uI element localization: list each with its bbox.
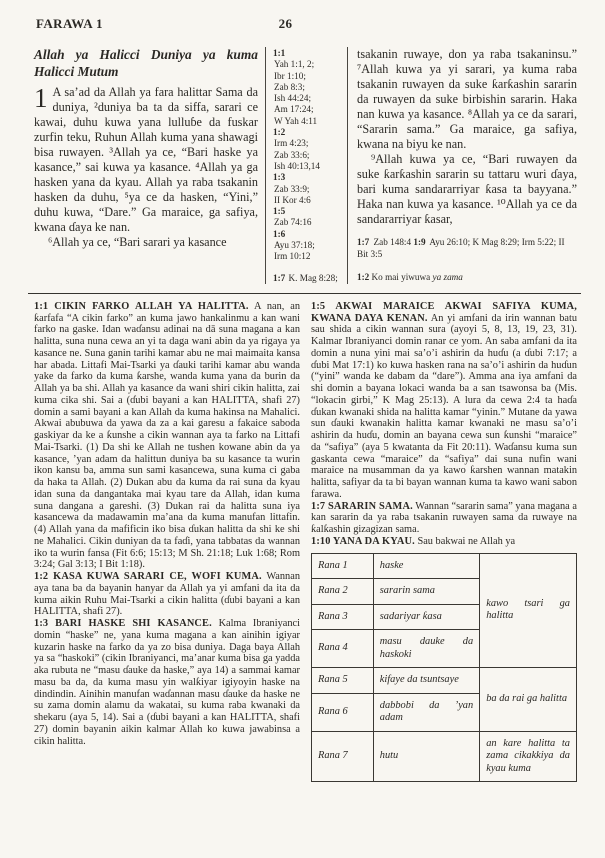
- cross-reference-line: [273, 195, 345, 206]
- day-cell: Rana 2: [312, 579, 374, 605]
- footnote-verse: 1:9: [413, 237, 426, 247]
- section-divider: [28, 293, 581, 294]
- reference-text: Zab 33:6;: [274, 149, 310, 160]
- running-head: FARAWA 1: [36, 16, 103, 31]
- reference-text: II Kor 4:6: [274, 194, 311, 205]
- cross-reference-line: [273, 59, 345, 70]
- scripture-left-column: [34, 47, 258, 284]
- day-cell: Rana 1: [312, 553, 374, 579]
- footnote-verse: 1:2: [357, 272, 370, 282]
- cross-reference-line: [273, 138, 345, 149]
- footnote-text: Ko mai yiwuwa: [369, 272, 433, 282]
- group-cell: kawo tsari ga halitta: [480, 553, 577, 668]
- cross-reference-line: [273, 273, 345, 284]
- cross-reference-line: [273, 93, 345, 104]
- work-cell: haske: [373, 553, 479, 579]
- scripture-section: [34, 47, 577, 284]
- group-cell: an kare halitta ta zama cikakkiya da kyau kuma: [480, 731, 577, 782]
- commentary-left-column: [34, 301, 300, 782]
- note-body: Wannan “sararin sama” yana magana a kan sararin da ya raba tsakanin ruwayen sama da ruwaye na ƙalƙashin gizagizan sama.: [311, 500, 578, 536]
- reference-verse: 1:6: [273, 228, 286, 239]
- cross-reference-line: [273, 184, 345, 195]
- cross-reference-line: [273, 127, 345, 138]
- cross-reference-line: [273, 150, 345, 161]
- day-cell: Rana 4: [312, 630, 374, 668]
- day-cell: Rana 5: [312, 668, 374, 694]
- cross-reference-line: [273, 116, 345, 127]
- day-cell: Rana 7: [312, 731, 374, 782]
- commentary-right-column: [311, 301, 577, 782]
- footnote-text: Ayu 26:10; K Mag 8:29; Irm 5:22; II Bit 3:5: [357, 237, 565, 259]
- cross-reference-line: [273, 161, 345, 172]
- verse-paragraph: ⁶Allah ya ce, “Bari sarari ya kasance: [48, 235, 227, 249]
- note-heading: 1:2 KASA KUWA SARARI CE, WOFI KUMA.: [34, 571, 262, 583]
- footnote-italic-text: ya zama: [432, 272, 463, 282]
- commentary-note: [34, 301, 300, 571]
- note-body: A nan, an ƙarfafa “A cikin farko” an kuma jawo hankalinmu a kan wani farko na gaske. Idan waɗansu adinai na dā suna magana a kan halitta, suna nuna cewa an yi ta daga wani abin da ya rigaya ya kasance ne. Suna ganin tarihi kamar abu ne mai maimaita kansa har abada. Littafi Mai-Tsarki ya ɗauki tarihi kamar abu wanda yake da farko da kuma ƙarshe, wanda kuma yana da burin da Allah ya ba shi. Allah ya kasance da wani shiri cikin halitta, zai kuma cika shi. Sai a (ɗubi bayani a kan HALITTA, shafi 27) domin a sami bayani a kan Allah da kuma hakinsa na Mahalici. Akwai abubuwa da yawa da za a kai garesu a fakaice saboda gaskiyar da ke a ƙunshe a cikin wannan aya ta farko na Littafi Mai-Tsarki. (1) Da shi ke Allah ne tushen kowane abin da ya kasance, ’yan adam da halittun duniya ba su kasance ta wurin ikon kansu ba, amma sun sami kasancewa, suna kuma ci gaba da haka ta Allah. (2) Dukan abu da kuma da rai suna da kyau idan suna da dangantaka mai kyau tare da Allah, idan kuma suna dangana a gareshi. (3) Dukan rai da halitta suna iya kasancewa da madawamin ma’ana da kuma manufan littafin. (4) Allah yana da mafificin iko bisa ɗukan halitta da shi ke shi ne Mahalici. Cikin duniyan da ta faɗi, yana tabbatas da wannan iko ta wurin fansa (Fit 6:6; 15:13; M Sh. 21:18; Luk 1:68; Rom 3:24; Gal 3:13; I Bit 1:18).: [34, 300, 301, 571]
- table-row: [312, 668, 577, 694]
- section-title: Allah ya Halicci Duniya ya kuma Halicci Mutum: [34, 47, 258, 79]
- footnote-reference-segment: [357, 237, 413, 247]
- reference-text: W Yah 4:11: [274, 115, 318, 126]
- creation-days-table: [311, 553, 577, 783]
- page-header: [34, 16, 577, 34]
- cross-reference-line: [273, 104, 345, 115]
- note-body: An yi amfani da irin wannan batu sau shida a cikin wannan sura (ayoyi 5, 8, 13, 19, 23, 31). Kalmar Ibraniyanci domin ranar ce yom. An saba amfani da ita domin a nuna yini mai sa’o’i ashirin da huɗu (a ɗubi 7:17; a ɗubi Mat 17:1) ko kuwa hasken rana na sa’o’i ashirin da huɗun (“yini” wanda ke dabam da “dare”). Amma ana iya amfani da shi domin a bayana lokaci wanda ba a san tsawonsa ba (Mis. “lokacin girbi,” K Mag 25:13). A lura da cewa 2:4 ta haɗa ɗukan kwanaki shida na halitta kamar “yinin.” Mutane da yawa sun ɗauki kwanakin halitta kamar kwanaki ne masu sa’o’i ashirin da huɗu, domin an bayana cewa sun ƙunshi “maraice” da “safiya” (aya 5 kwatanta da Fit 20:11). Waɗansu kuma sun gaskanta cewa “maraice” da “safiya” dai suna nufin wani maraice na musamman da ya kawo ƙarshen wannan matakin halitta, safiyar da ta bi bayan wannan kuma ta kawo wani sabon farawa.: [311, 312, 578, 500]
- table-row: [312, 553, 577, 579]
- commentary-note: [34, 571, 300, 618]
- reference-text: Zab 74:16: [274, 217, 312, 228]
- cross-reference-line: [273, 240, 345, 251]
- work-cell: hutu: [373, 731, 479, 782]
- verse-paragraph: ⁹Allah kuwa ya ce, “Bari ruwayen da suke ƙarƙashin sararin su tattaru wuri ɗaya, bari kuma sandararriyar ƙasa ta bayyana.” Haka nan kuwa ya kasance. ¹⁰Allah ya ce da sandararriyar ƙasar,: [357, 152, 577, 226]
- footnote-text: Zab 148:4: [371, 237, 414, 247]
- note-heading: 1:3 BARI HASKE SHI KASANCE.: [34, 618, 212, 630]
- reference-text: Yah 1:1, 2;: [274, 59, 315, 70]
- cross-reference-line: [273, 172, 345, 183]
- reference-text: Zab 33:9;: [274, 183, 310, 194]
- reference-verse: 1:7: [273, 272, 286, 283]
- reference-text: Irm 4:23;: [274, 138, 309, 149]
- commentary-note: [311, 536, 577, 548]
- day-cell: Rana 6: [312, 693, 374, 731]
- translator-footnote: [357, 272, 577, 284]
- day-cell: Rana 3: [312, 604, 374, 630]
- reference-text: Ish 40:13,14: [274, 160, 320, 171]
- cross-reference-line: [273, 251, 345, 262]
- reference-text: Zab 8:3;: [274, 81, 305, 92]
- cross-reference-line: [273, 229, 345, 240]
- chapter-number: 1: [34, 83, 48, 113]
- group-cell: ba da rai ga halitta: [480, 668, 577, 732]
- table-row: [312, 731, 577, 782]
- work-cell: dabbobi da ’yan adam: [373, 693, 479, 731]
- note-heading: 1:1 CIKIN FARKO ALLAH YA HALITTA.: [34, 300, 249, 312]
- cross-reference-line: [273, 48, 345, 59]
- cross-reference-line: [273, 71, 345, 82]
- note-body: Wannan aya tana ba da bayanin hanyar da Allah ya yi amfani da ita da kuma aikin Ruhu Mai-Tsarki a cikin halitta (ɗubi bayani a kan HALITTA, shafi 27).: [34, 571, 300, 618]
- note-body: Kalma Ibraniyanci domin “haske” ne, yana kuma magana a kan ainihin igiyar kuzarin haske na farko da ya zo bisa duniya. Daga baya Allah ya sa “haskoki” (cikin Ibraniyanci, ma’anar kuma bisa ga yadda aka rubuta ne “masu ɗauke da haske,” aya 14) a sammai kamar masu ba da, da kuma masu yin walƙiyar igiyoyin haske na dindindin. Ainihin manufan waɗannan masu ɗauke da haske ne su zama domin alamu da wakatai, su kuma raba kwanaki da shekaru (aya 5, 14). Sai a (ɗubi bayani a kan HALITTA, shafi 27) domin bayanin aikin kalmar Allah ko kuwa jawabinsa a cikin halitta.: [34, 618, 300, 747]
- cross-reference-column: [265, 47, 348, 284]
- reference-text: K. Mag 8:28;: [286, 272, 338, 283]
- work-cell: kifaye da tsuntsaye: [373, 668, 479, 694]
- footnote-verse: 1:7: [357, 237, 370, 247]
- page-number: 26: [278, 16, 293, 31]
- scripture-right-column: [348, 47, 577, 284]
- reference-verse: 1:1: [273, 48, 286, 58]
- commentary-note: [311, 501, 577, 536]
- footnote-references: [357, 237, 577, 260]
- reference-text: Ibr 1:10;: [274, 70, 306, 81]
- note-body: Sau bakwai ne Allah ya: [417, 535, 516, 547]
- reference-text: Am 17:24;: [274, 104, 314, 115]
- reference-text: Ish 44:24;: [274, 93, 312, 104]
- commentary-note: [34, 618, 300, 747]
- reference-verse: 1:5: [273, 206, 286, 217]
- cross-reference-list: [273, 48, 345, 263]
- commentary-section: [34, 301, 577, 782]
- reference-verse: 1:2: [273, 127, 286, 138]
- reference-text: Ayu 37:18;: [274, 240, 315, 251]
- reference-verse: 1:3: [273, 172, 286, 183]
- work-cell: sadariyar ƙasa: [373, 604, 479, 630]
- work-cell: sararin sama: [373, 579, 479, 605]
- cross-reference-line: [273, 217, 345, 228]
- note-heading: 1:7 SARARIN SAMA.: [311, 500, 413, 512]
- verse-text: A sa’ad da Allah ya fara halittar Sama da duniya, ²duniya ba ta da siffa, sarari ce kawai, duhu kuwa yana lulluɓe da fuskar zurfin teku, Ruhun Allah kuma yana shawagi bisa ruwayen. ³Allah ya ce, “Bari haske ya kasance,” sai kuwa ya kasance. ⁴Allah ya ga hasken yana da kyau. Allah ya raba tsakanin hasken da duhu, ⁵ya ce da hasken, “Yini,” duhu kuwa, “Dare.” Ga maraice, ga safiya, kwana ɗaya ke nan.: [34, 85, 258, 234]
- cross-reference-line: [273, 82, 345, 93]
- commentary-note: [311, 301, 577, 501]
- work-cell: masu dauke da haskoki: [373, 630, 479, 668]
- note-heading: 1:10 YANA DA KYAU.: [311, 535, 415, 547]
- verse-paragraph: tsakanin ruwaye, don ya raba tsakaninsu.” ⁷Allah kuwa ya yi sarari, ya kuma raba tsakanin ruwayen da suke ƙarƙashin sararin da ruwayen da suke birbishin sararin. Haka nan kuwa ya kasance. ⁸Allah ya ce da sarari, “Sararin sama.” Ga maraice, ga safiya, kwana na biyu ke nan.: [357, 47, 577, 151]
- verse-paragraph: [34, 85, 258, 235]
- reference-text: Irm 10:12: [274, 251, 311, 262]
- note-heading: 1:5 AKWAI MARAICE AKWAI SAFIYA KUMA, KWANA DAYA KENAN.: [311, 300, 577, 324]
- cross-reference-line: [273, 206, 345, 217]
